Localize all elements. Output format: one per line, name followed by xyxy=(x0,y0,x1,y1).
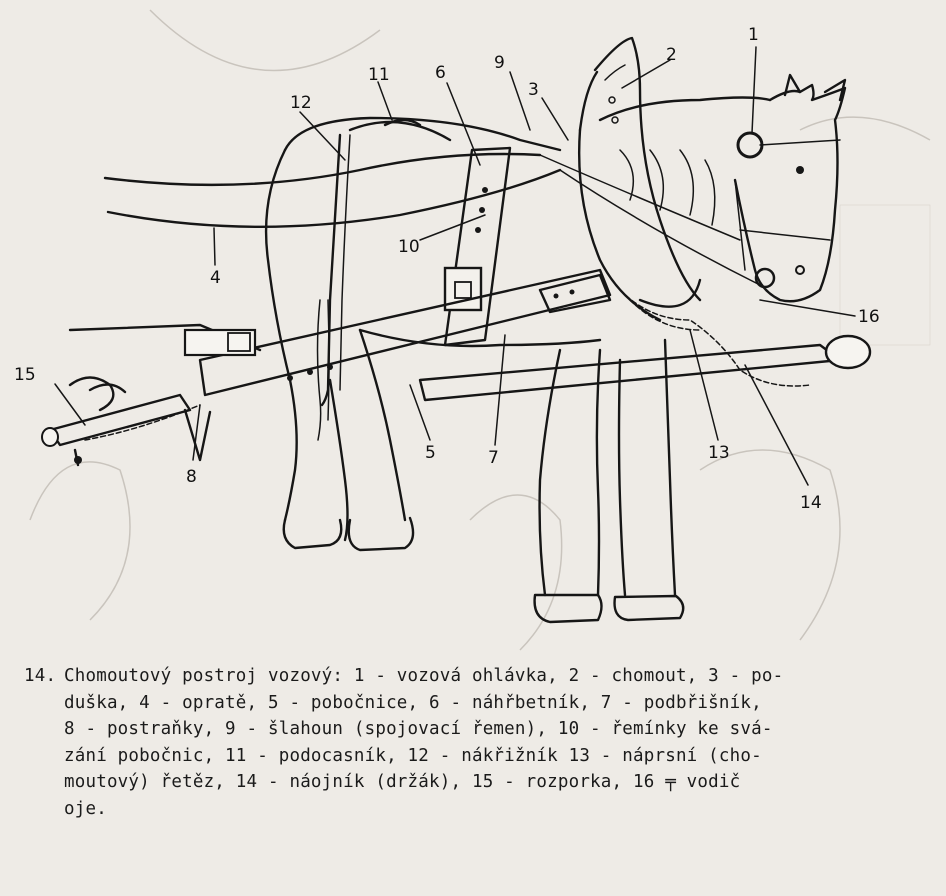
spreader-bar xyxy=(42,325,260,465)
label-11: 11 xyxy=(368,65,390,85)
caption-line: duška, 4 - opratě, 5 - pobočnice, 6 - náhřbetník, 7 - podbřišník, xyxy=(64,692,762,713)
label-1: 1 xyxy=(748,25,759,45)
label-10: 10 xyxy=(398,237,420,257)
label-14: 14 xyxy=(800,493,822,513)
back-straps xyxy=(322,120,510,405)
caption-line: zání pobočnic, 11 - podocasník, 12 - nákřižník 13 - náprsní (cho- xyxy=(64,745,762,766)
traces xyxy=(200,270,610,395)
label-4: 4 xyxy=(210,268,221,288)
label-6: 6 xyxy=(435,63,446,83)
caption-line: moutový) řetěz, 14 - náojník (držák), 15 - rozporka, 16 ╤ vodič xyxy=(64,772,741,792)
show-through-ghost xyxy=(30,10,930,650)
label-2: 2 xyxy=(666,45,677,65)
label-9: 9 xyxy=(494,53,505,73)
label-13: 13 xyxy=(708,443,730,463)
label-16: 16 xyxy=(858,307,880,327)
label-8: 8 xyxy=(186,467,197,487)
caption-line: oje. xyxy=(64,798,107,819)
caption-body xyxy=(64,663,894,822)
caption-line: Chomoutový postroj vozový: 1 - vozová ohlávka, 2 - chomout, 3 - po- xyxy=(64,666,784,686)
label-5: 5 xyxy=(425,443,436,463)
label-3: 3 xyxy=(528,80,539,100)
horse xyxy=(266,75,845,622)
caption-line: 8 - postraňky, 9 - šlahoun (spojovací řemen), 10 - řemínky ke svá- xyxy=(64,719,773,739)
label-7: 7 xyxy=(488,448,499,468)
label-15: 15 xyxy=(14,365,36,385)
label-12: 12 xyxy=(290,93,312,113)
caption-number: 14. xyxy=(24,666,57,686)
halter xyxy=(735,133,840,287)
